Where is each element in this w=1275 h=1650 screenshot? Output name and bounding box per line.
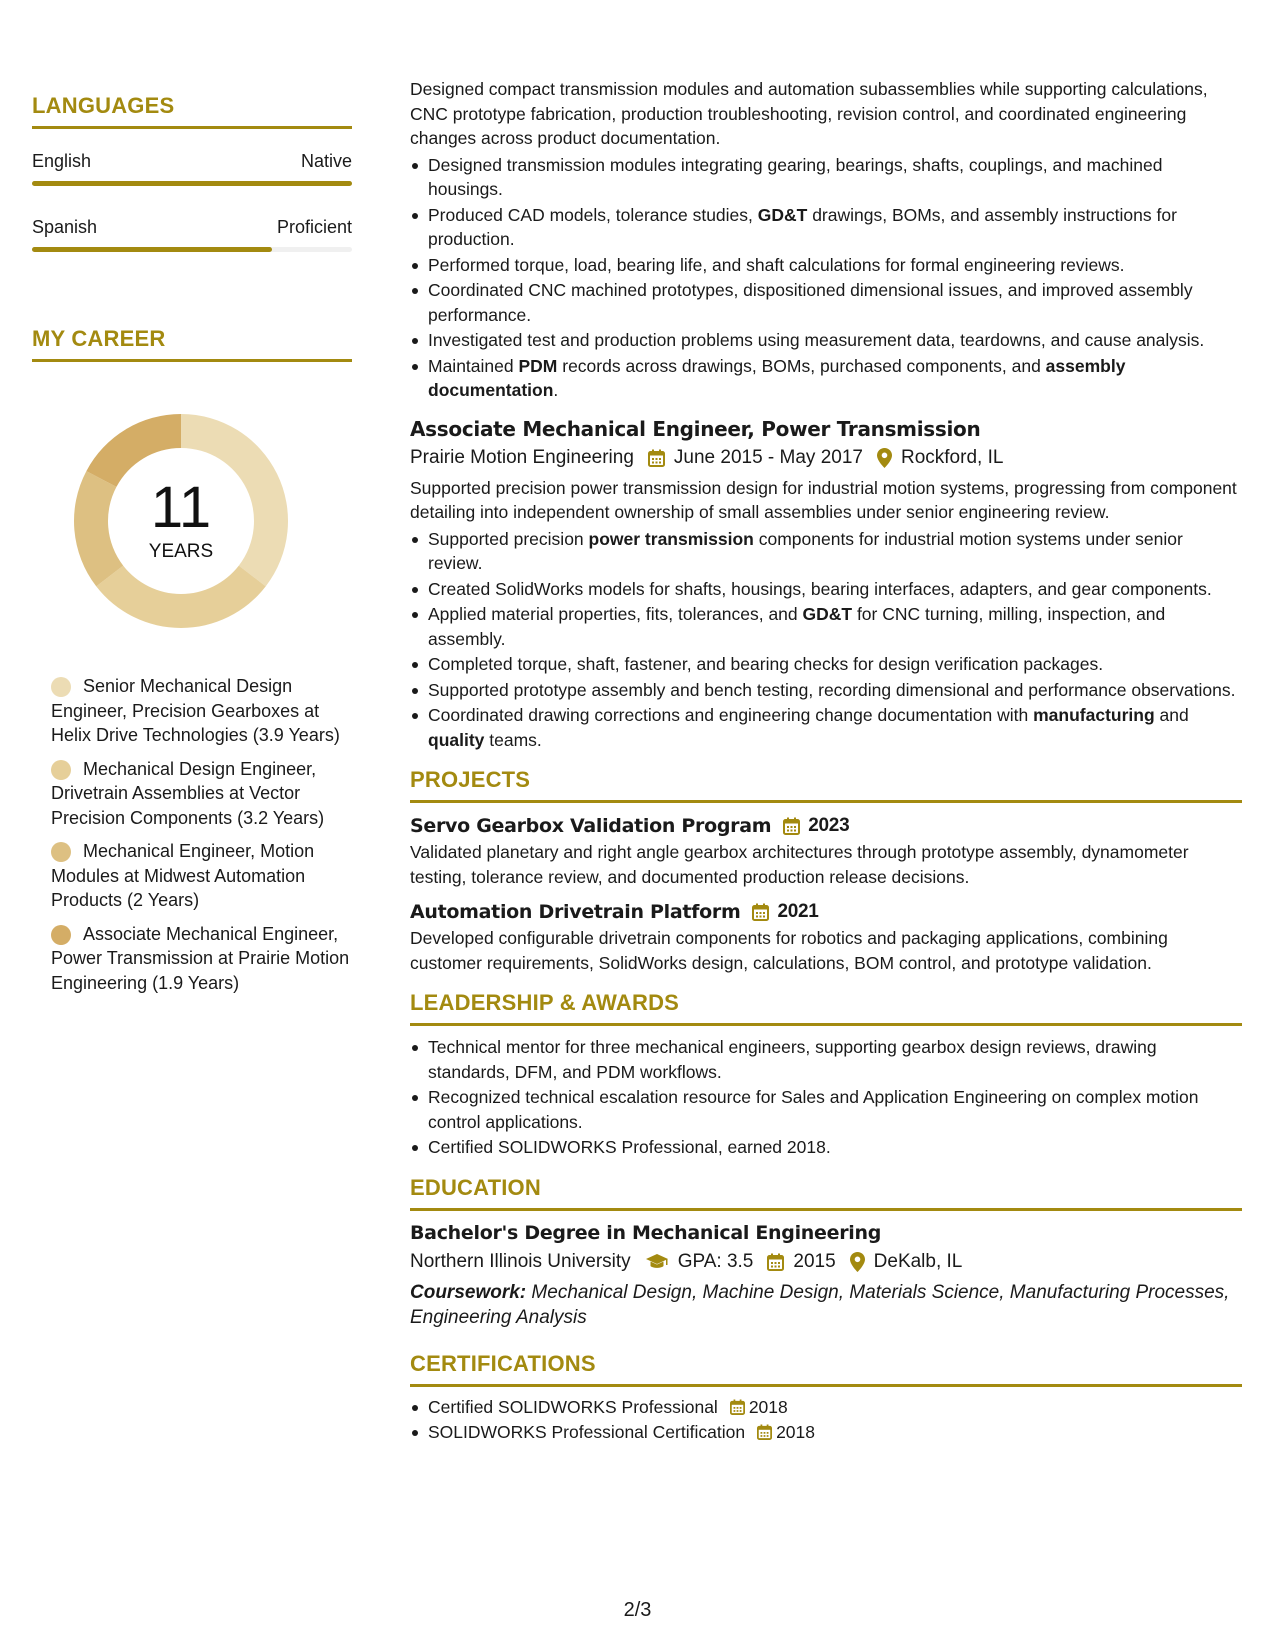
project-year: 2023: [808, 815, 850, 836]
career-legend-text: Senior Mechanical Design Engineer, Precision Gearboxes at Helix Drive Technologies (3.9 Years): [51, 676, 340, 745]
total-years-label: YEARS: [148, 541, 214, 562]
leadership-list: [410, 1035, 1242, 1160]
bullet-text: and: [1154, 705, 1189, 725]
page-number: 2/3: [623, 1599, 652, 1621]
language-item: [32, 149, 352, 186]
legend-dot-icon: [51, 760, 71, 780]
certifications-heading: CERTIFICATIONS: [410, 1350, 1242, 1387]
career-legend: [32, 674, 352, 995]
graduation-cap-icon: [645, 1253, 669, 1271]
education-location: DeKalb, IL: [873, 1250, 963, 1272]
project-title: Automation Drivetrain Platform: [410, 901, 741, 923]
leadership-item: Technical mentor for three mechanical engineers, supporting gearbox design reviews, drawing standards, DFM, and PDM workflows.: [410, 1035, 1242, 1084]
project-description: Validated planetary and right angle gearbox architectures through prototype assembly, dynamometer testing, tolerance review, and documented production release decisions.: [410, 842, 1189, 887]
bullet-bold-text: quality: [428, 729, 485, 750]
legend-dot-icon: [51, 925, 71, 945]
certification-item: [410, 1395, 1242, 1420]
education-heading: EDUCATION: [410, 1174, 1242, 1211]
bullet-text: Coordinated CNC machined prototypes, dispositioned dimensional issues, and improved assembly performance.: [428, 280, 1193, 325]
calendar-icon: [767, 1253, 784, 1271]
school-name: Northern Illinois University: [410, 1250, 631, 1272]
location-pin-icon: [850, 1252, 865, 1272]
job-bullet: [410, 577, 1242, 602]
certification-year: 2018: [776, 1422, 815, 1442]
language-level: Proficient: [276, 217, 352, 237]
bullet-bold-text: PDM: [518, 355, 558, 376]
career-legend-item: [51, 922, 352, 996]
job-bullet: [410, 602, 1242, 651]
education-section: [410, 1174, 1242, 1330]
bullet-text: Produced CAD models, tolerance studies,: [428, 204, 758, 225]
project-description: Developed configurable drivetrain components for robotics and packaging applications, combining customer requirements, SolidWorks design, calculations, BOM control, and prototype validation.: [410, 928, 1168, 973]
language-bar: [32, 181, 352, 186]
bullet-bold-text: manufacturing: [1033, 705, 1155, 725]
language-item: [32, 215, 352, 252]
bullet-text: Maintained: [428, 355, 519, 376]
language-level: Native: [300, 151, 352, 171]
legend-dot-icon: [51, 677, 71, 697]
certification-item: [410, 1420, 1242, 1445]
bullet-text: Completed torque, shaft, fastener, and bearing checks for design verification packages.: [428, 654, 1104, 674]
bullet-text: drawings, BOMs, and assembly instructions for production.: [428, 204, 1177, 249]
gpa: GPA: 3.5: [677, 1250, 754, 1272]
language-name: Spanish: [32, 217, 98, 237]
career-legend-text: Associate Mechanical Engineer, Power Transmission at Prairie Motion Engineering (1.9 Years): [51, 923, 350, 993]
career-legend-item: [51, 674, 352, 748]
job-bullets: [410, 527, 1242, 753]
job-bullet: [410, 703, 1242, 752]
language-name: English: [32, 151, 92, 171]
languages-heading: LANGUAGES: [32, 92, 352, 129]
career-heading: MY CAREER: [32, 325, 352, 362]
company-name: Prairie Motion Engineering: [410, 446, 634, 468]
job-bullet: [410, 652, 1242, 677]
job-entry-associate: [410, 415, 1242, 753]
career-legend-text: Mechanical Design Engineer, Drivetrain Assemblies at Vector Precision Components (3.2 Years): [51, 758, 325, 828]
job-bullet: [410, 328, 1242, 353]
certifications-list: [410, 1395, 1242, 1445]
career-donut-chart: [66, 406, 296, 636]
certification-name: SOLIDWORKS Professional Certification: [428, 1422, 746, 1442]
job-meta: [410, 444, 1242, 472]
bullet-text: components for industrial motion systems under senior review.: [428, 528, 1183, 573]
project-year: 2021: [777, 901, 819, 922]
bullet-text: Performed torque, load, bearing life, and shaft calculations for formal engineering reviews.: [428, 254, 1125, 275]
project-item: [410, 812, 1242, 889]
career-legend-item: [51, 839, 352, 913]
language-bar: [32, 247, 352, 252]
bullet-bold-text: power transmission: [588, 528, 754, 549]
bullet-text: for CNC turning, milling, inspection, and assembly.: [428, 604, 1166, 649]
location-pin-icon: [877, 448, 892, 468]
job-summary: Supported precision power transmission design for industrial motion systems, progressing from component detailing into independent ownership of small assemblies under senior engineering review.: [410, 477, 1237, 522]
calendar-icon: [752, 903, 769, 921]
bullet-bold-text: GD&T: [802, 604, 853, 624]
language-bar-fill: [32, 247, 272, 252]
job-bullets: [410, 153, 1242, 403]
legend-dot-icon: [51, 842, 71, 862]
projects-section: [410, 766, 1242, 975]
job-dates: June 2015 - May 2017: [673, 446, 863, 468]
sidebar: [32, 92, 352, 1004]
bullet-text: records across drawings, BOMs, purchased components, and: [557, 355, 1046, 376]
job-bullet: [410, 678, 1242, 703]
bullet-text: .: [553, 380, 559, 400]
coursework-list: Mechanical Design, Machine Design, Materials Science, Manufacturing Processes, Engineering Analysis: [410, 1281, 1230, 1328]
certification-year: 2018: [748, 1396, 788, 1417]
bullet-bold-text: assembly documentation: [428, 355, 1126, 400]
education-meta: [410, 1248, 1242, 1276]
bullet-text: teams.: [484, 729, 542, 750]
language-bar-fill: [32, 181, 352, 186]
bullet-text: Supported precision: [428, 528, 589, 549]
career-legend-item: [51, 757, 352, 831]
coursework: [410, 1280, 1242, 1330]
graduation-year: 2015: [793, 1250, 836, 1272]
job-entry-previous: [410, 77, 1242, 403]
leadership-item: Recognized technical escalation resource for Sales and Application Engineering on complex motion control applications.: [410, 1085, 1242, 1134]
coursework-label: Coursework:: [410, 1281, 527, 1303]
job-bullet: [410, 278, 1242, 327]
job-bullet: [410, 527, 1242, 576]
calendar-icon: [783, 817, 800, 835]
bullet-text: Investigated test and production problems using measurement data, teardowns, and cause analysis.: [428, 330, 1205, 350]
project-item: [410, 898, 1242, 975]
bullet-text: Supported prototype assembly and bench testing, recording dimensional and performance observations.: [428, 679, 1236, 700]
project-title: Servo Gearbox Validation Program: [410, 815, 772, 837]
career-legend-text: Mechanical Engineer, Motion Modules at Midwest Automation Products (2 Years): [51, 841, 315, 910]
total-years-number: 11: [150, 475, 212, 540]
certification-name: Certified SOLIDWORKS Professional: [428, 1396, 718, 1417]
calendar-icon: [648, 449, 665, 467]
certifications-section: [410, 1350, 1242, 1445]
bullet-text: Coordinated drawing corrections and engineering change documentation with: [428, 705, 1034, 725]
job-bullet: [410, 253, 1242, 278]
job-location: Rockford, IL: [900, 446, 1004, 468]
calendar-icon: [757, 1424, 772, 1440]
main-column: [410, 77, 1242, 1446]
job-bullet: [410, 354, 1242, 403]
job-summary: Designed compact transmission modules and automation subassemblies while supporting calculations, CNC prototype fabrication, production troubleshooting, revision control, and coordinated engineering changes across product documentation.: [410, 79, 1208, 148]
bullet-text: Created SolidWorks models for shafts, housings, bearing interfaces, adapters, and gear components.: [428, 578, 1212, 599]
bullet-bold-text: GD&T: [757, 204, 808, 225]
degree-title: Bachelor's Degree in Mechanical Engineering: [410, 1221, 882, 1244]
leadership-heading: LEADERSHIP & AWARDS: [410, 989, 1242, 1026]
projects-heading: PROJECTS: [410, 766, 1242, 803]
bullet-text: Applied material properties, fits, tolerances, and: [428, 604, 803, 624]
job-title: Associate Mechanical Engineer, Power Transmission: [410, 416, 981, 441]
job-bullet: [410, 203, 1242, 252]
calendar-icon: [730, 1399, 745, 1415]
bullet-text: Designed transmission modules integrating gearing, bearings, shafts, couplings, and machined housings.: [428, 154, 1163, 199]
job-bullet: [410, 153, 1242, 202]
leadership-item: Certified SOLIDWORKS Professional, earned 2018.: [410, 1135, 1242, 1160]
leadership-section: [410, 989, 1242, 1160]
